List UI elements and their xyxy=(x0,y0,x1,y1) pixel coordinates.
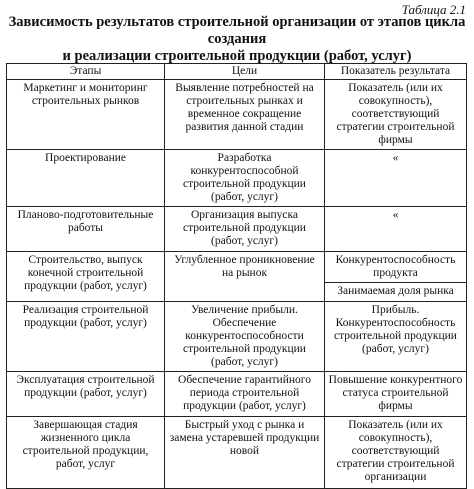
table-title xyxy=(0,14,474,65)
results-table xyxy=(6,63,467,489)
indicator-cell: Занимаемая доля рынка xyxy=(325,283,467,302)
table-row xyxy=(7,150,467,207)
table-row xyxy=(7,207,467,252)
table-row xyxy=(7,252,467,283)
indicator-cell: « xyxy=(325,207,467,252)
stage-cell: Завершающая стадия жизненного цикла строительной продукции, работ, услуг xyxy=(7,417,165,489)
title-line-1: Зависимость результатов строительной организации от этапов цикла создания xyxy=(8,14,466,47)
goal-cell: Организация выпуска строительной продукции (работ, услуг) xyxy=(165,207,325,252)
stage-cell: Планово-подготовительные работы xyxy=(7,207,165,252)
stage-cell: Маркетинг и мониторинг строительных рынков xyxy=(7,80,165,150)
indicator-cell: Прибыль. Конкурентоспособность строительной продукции (работ, услуг) xyxy=(325,302,467,372)
indicator-cell: Показатель (или их совокупность), соответствующий стратегии строительной фирмы xyxy=(325,80,467,150)
title-line-2: и реализации строительной продукции (работ, услуг) xyxy=(62,48,412,64)
stage-cell: Реализация строительной продукции (работ, услуг) xyxy=(7,302,165,372)
stage-cell: Эксплуатация строительной продукции (работ, услуг) xyxy=(7,372,165,417)
goal-cell: Углубленное проникновение на рынок xyxy=(165,252,325,302)
table-row xyxy=(7,417,467,489)
table-row xyxy=(7,302,467,372)
indicator-cell: Показатель (или их совокупность), соответствующий стратегии строительной организации xyxy=(325,417,467,489)
header-row xyxy=(7,64,467,80)
indicator-cell: « xyxy=(325,150,467,207)
goal-cell: Быстрый уход с рынка и замена устаревшей продукции новой xyxy=(165,417,325,489)
table-row xyxy=(7,372,467,417)
goal-cell: Увеличение прибыли. Обеспечение конкурентоспособности строительной продукции (работ, услуг) xyxy=(165,302,325,372)
header-goals: Цели xyxy=(165,64,325,80)
goal-cell: Разработка конкурентоспособной строительной продукции (работ, услуг) xyxy=(165,150,325,207)
table-row xyxy=(7,80,467,150)
goal-cell: Выявление потребностей на строительных рынках и временное сокращение развития данной стадии xyxy=(165,80,325,150)
header-indicator: Показатель результата xyxy=(325,64,467,80)
goal-cell: Обеспечение гарантийного периода строительной продукции (работ, услуг) xyxy=(165,372,325,417)
table-number: Таблица 2.1 xyxy=(401,2,466,17)
indicator-cell: Повышение конкурентного статуса строительной фирмы xyxy=(325,372,467,417)
stage-cell: Строительство, выпуск конечной строительной продукции (работ, услуг) xyxy=(7,252,165,302)
stage-cell: Проектирование xyxy=(7,150,165,207)
header-stages: Этапы xyxy=(7,64,165,80)
indicator-cell: Конкурентоспособность продукта xyxy=(325,252,467,283)
